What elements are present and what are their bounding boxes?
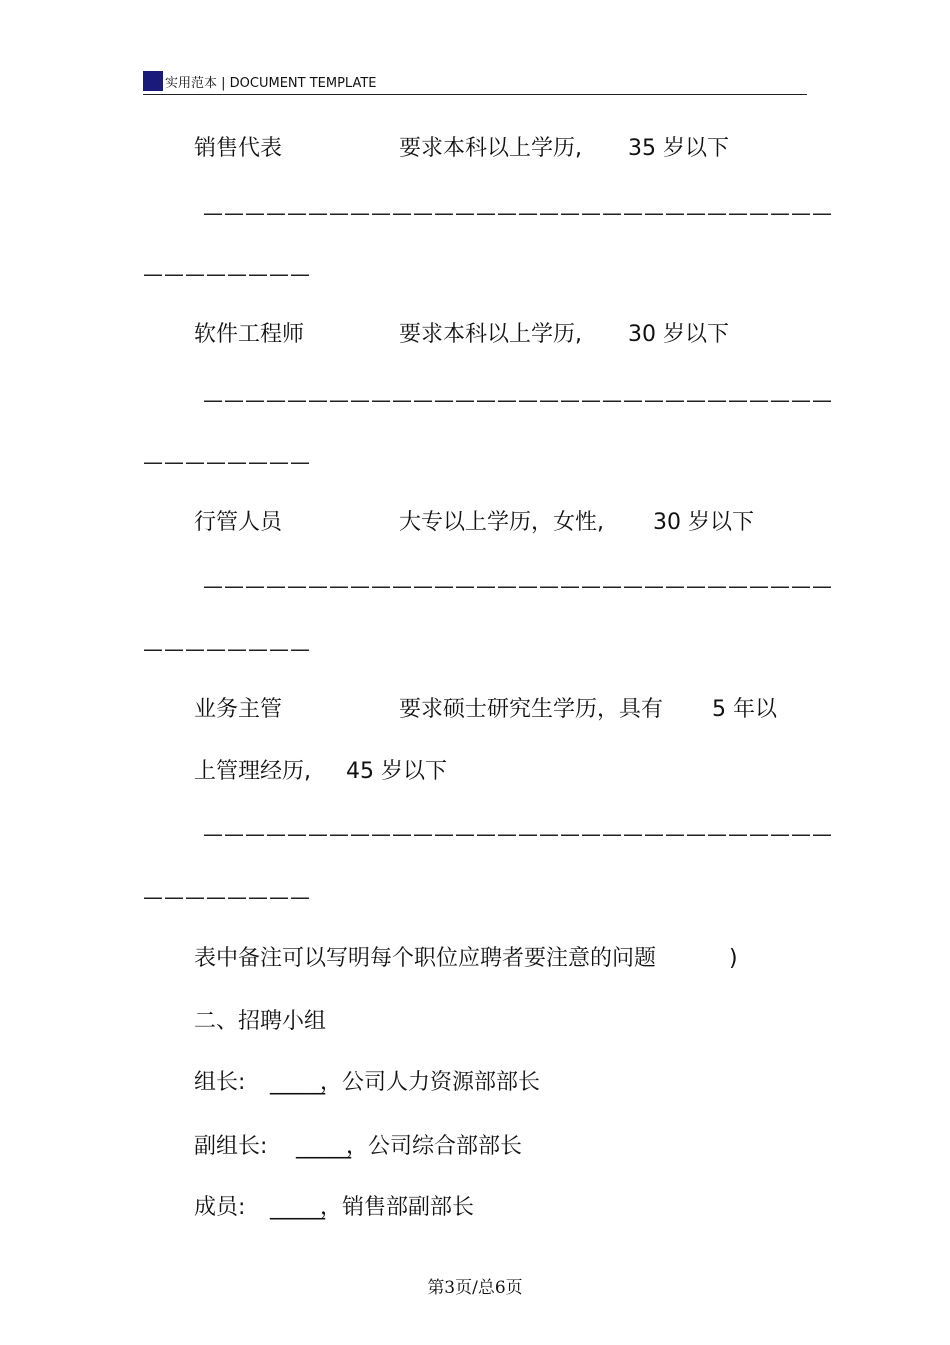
- separator-line: ————————: [143, 885, 311, 909]
- separator-line: ——————————————————————————————: [203, 574, 833, 598]
- position-name: 业务主管: [194, 697, 283, 722]
- member-desc: ，销售部副部长: [320, 1195, 475, 1220]
- table-note: 表中备注可以写明每个职位应聘者要注意的问题: [194, 946, 657, 971]
- position-age: 30 岁以下: [628, 322, 729, 347]
- separator-line: ————————: [143, 450, 311, 474]
- position-requirement: 要求本科以上学历,: [399, 322, 582, 347]
- position-requirement: 要求本科以上学历,: [399, 136, 582, 161]
- position-requirement-continued: 上管理经历,: [194, 759, 311, 784]
- member-blank: _____: [270, 1195, 325, 1220]
- position-age: 35 岁以下: [628, 136, 729, 161]
- position-name: 销售代表: [194, 136, 283, 161]
- header-title: 实用范本 | DOCUMENT TEMPLATE: [165, 76, 377, 91]
- member-role: 副组长:: [194, 1134, 268, 1159]
- separator-line: ——————————————————————————————: [203, 822, 833, 846]
- position-age: 5 年以: [712, 697, 777, 722]
- page-number: 第3页/总6页: [427, 1278, 523, 1298]
- logo-icon: [143, 71, 163, 91]
- position-name: 软件工程师: [194, 322, 305, 347]
- separator-line: ————————: [143, 637, 311, 661]
- page-header: [143, 70, 807, 95]
- section-title: 二、招聘小组: [194, 1009, 327, 1034]
- member-blank: _____: [296, 1134, 351, 1159]
- member-desc: ，公司人力资源部部长: [320, 1070, 541, 1095]
- member-desc: ，公司综合部部长: [346, 1134, 523, 1159]
- position-age-continued: 45 岁以下: [346, 759, 447, 784]
- position-requirement: 大专以上学历，女性,: [399, 510, 604, 535]
- separator-line: ——————————————————————————————: [203, 201, 833, 225]
- separator-line: ——————————————————————————————: [203, 388, 833, 412]
- separator-line: ————————: [143, 262, 311, 286]
- member-blank: _____: [270, 1070, 325, 1095]
- member-role: 组长:: [194, 1070, 246, 1095]
- position-requirement: 要求硕士研究生学历，具有: [399, 697, 664, 722]
- position-name: 行管人员: [194, 510, 283, 535]
- note-close-paren: ): [729, 946, 738, 971]
- position-age: 30 岁以下: [653, 510, 754, 535]
- member-role: 成员:: [194, 1195, 246, 1220]
